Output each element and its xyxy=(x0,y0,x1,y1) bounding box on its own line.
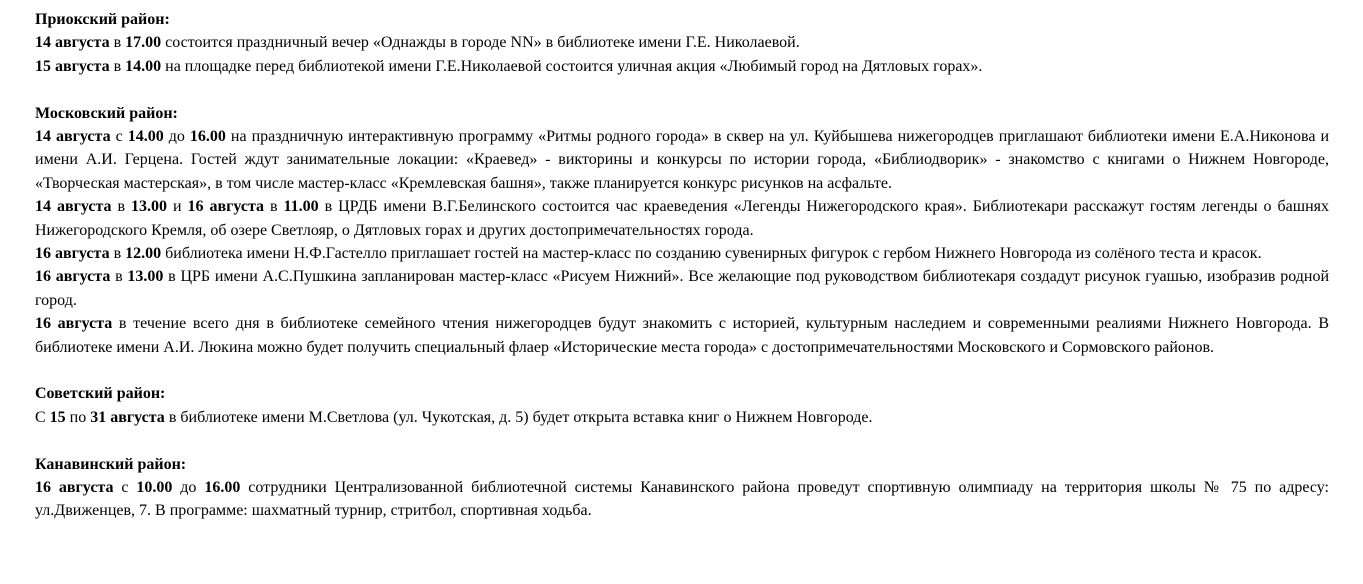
text-run: до xyxy=(172,479,205,497)
event-paragraph xyxy=(35,476,1329,523)
text-run: с xyxy=(113,479,137,497)
text-run: в течение всего дня в библиотеке семейного чтения нижегородцев будут знакомить с историей, культурным наследием и современными реалиями Нижнего Новгорода. В библиотеке имени А.И. Люкина можно будет получить специальный флаер «Исторические места города» с достопримечательностями Московского и Сормовского районов. xyxy=(35,315,1329,356)
event-paragraph xyxy=(35,195,1329,242)
text-run: на праздничную интерактивную программу «Ритмы родного города» в сквер на ул. Куйбышева нижегородцев приглашают библиотеки имени Е.А.Никонова и имени А.И. Герцена. Гостей ждут занимательные локации: «Краевед» - викторины и конкурсы по истории города, «Библиодворик» - знакомство с книгами о Нижнем Новгороде, «Творческая мастерская», в том числе мастер-класс «Кремлевская башня», также планируется конкурс рисунков на асфальте. xyxy=(35,128,1330,192)
emphasis-date-time: 16 августа xyxy=(35,245,110,263)
emphasis-date-time: 15 августа xyxy=(35,57,110,75)
text-run: библиотека имени Н.Ф.Гастелло приглашает гостей на мастер-класс по созданию сувенирных фигурок с гербом Нижнего Новгорода из солёного теста и красок. xyxy=(161,245,1262,263)
emphasis-date-time: 31 августа xyxy=(90,408,165,426)
event-paragraph xyxy=(35,312,1329,359)
text-run: в xyxy=(111,198,131,216)
emphasis-date-time: 16 августа xyxy=(35,479,114,497)
emphasis-date-time: 13.00 xyxy=(127,268,164,286)
emphasis-date-time: 14 августа xyxy=(35,198,112,216)
event-paragraph xyxy=(35,265,1329,312)
document-body xyxy=(35,8,1329,523)
emphasis-date-time: 14.00 xyxy=(127,128,164,146)
emphasis-date-time: 10.00 xyxy=(136,479,173,497)
emphasis-date-time: 14.00 xyxy=(125,57,162,75)
emphasis-date-time: 16.00 xyxy=(189,128,226,146)
event-paragraph xyxy=(35,242,1329,265)
text-run: с xyxy=(110,128,128,146)
section-heading: Московский район: xyxy=(35,104,178,122)
text-run: в ЦРБ имени А.С.Пушкина запланирован мастер-класс «Рисуем Нижний». Все желающие под руководством библиотекаря создадут рисунок гуашью, изобразив родной город. xyxy=(35,268,1329,309)
text-run: состоится праздничный вечер «Однажды в городе NN» в библиотеке имени Г.Е. Николаевой. xyxy=(161,34,800,52)
emphasis-date-time: 15 xyxy=(49,408,66,426)
text-run: до xyxy=(163,128,190,146)
emphasis-date-time: 16.00 xyxy=(204,479,241,497)
text-run: в xyxy=(109,245,126,263)
emphasis-date-time: 16 августа xyxy=(35,315,113,333)
emphasis-date-time: 14 августа xyxy=(35,128,111,146)
section-moskovsky xyxy=(35,102,1329,359)
text-run: в библиотеке имени М.Светлова (ул. Чукотская, д. 5) будет открыта вставка книг о Нижнем Новгороде. xyxy=(164,408,873,426)
text-run: С xyxy=(35,408,50,426)
emphasis-date-time: 11.00 xyxy=(283,198,319,216)
section-prioksky xyxy=(35,8,1329,78)
event-paragraph xyxy=(35,125,1329,195)
emphasis-date-time: 13.00 xyxy=(131,198,167,216)
event-paragraph xyxy=(35,406,1329,429)
text-run: в xyxy=(110,268,128,286)
text-run: в xyxy=(109,57,126,75)
event-paragraph xyxy=(35,31,1329,54)
emphasis-date-time: 12.00 xyxy=(125,245,162,263)
section-heading: Канавинский район: xyxy=(35,455,187,473)
emphasis-date-time: 16 августа xyxy=(35,268,111,286)
text-run: в ЦРДБ имени В.Г.Белинского состоится час краеведения «Легенды Нижегородского края». Библиотекари расскажут гостям легенды о башнях Нижегородского Кремля, об озере Светлояр, о Дятловых горах и других достопримечательностях города. xyxy=(35,198,1329,239)
section-heading: Приокский район: xyxy=(35,11,170,28)
emphasis-date-time: 17.00 xyxy=(125,34,162,52)
emphasis-date-time: 16 августа xyxy=(187,198,265,216)
text-run: по xyxy=(65,408,91,426)
section-sovetsky xyxy=(35,382,1329,429)
text-run: сотрудники Централизованной библиотечной системы Канавинского района проведут спортивную олимпиаду на территория школы № 75 по адресу: ул.Движенцев, 7. В программе: шахматный турнир, стритбол, спортивная ходьба. xyxy=(35,479,1330,520)
event-paragraph xyxy=(35,55,1329,78)
text-run: в xyxy=(264,198,284,216)
text-run: и xyxy=(167,198,188,216)
section-heading: Советский район: xyxy=(35,385,166,403)
text-run: на площадке перед библиотекой имени Г.Е.Николаевой состоится уличная акция «Любимый город на Дятловых горах». xyxy=(161,57,983,75)
text-run: в xyxy=(109,34,126,52)
section-kanavinsky xyxy=(35,453,1329,523)
emphasis-date-time: 14 августа xyxy=(35,34,110,52)
